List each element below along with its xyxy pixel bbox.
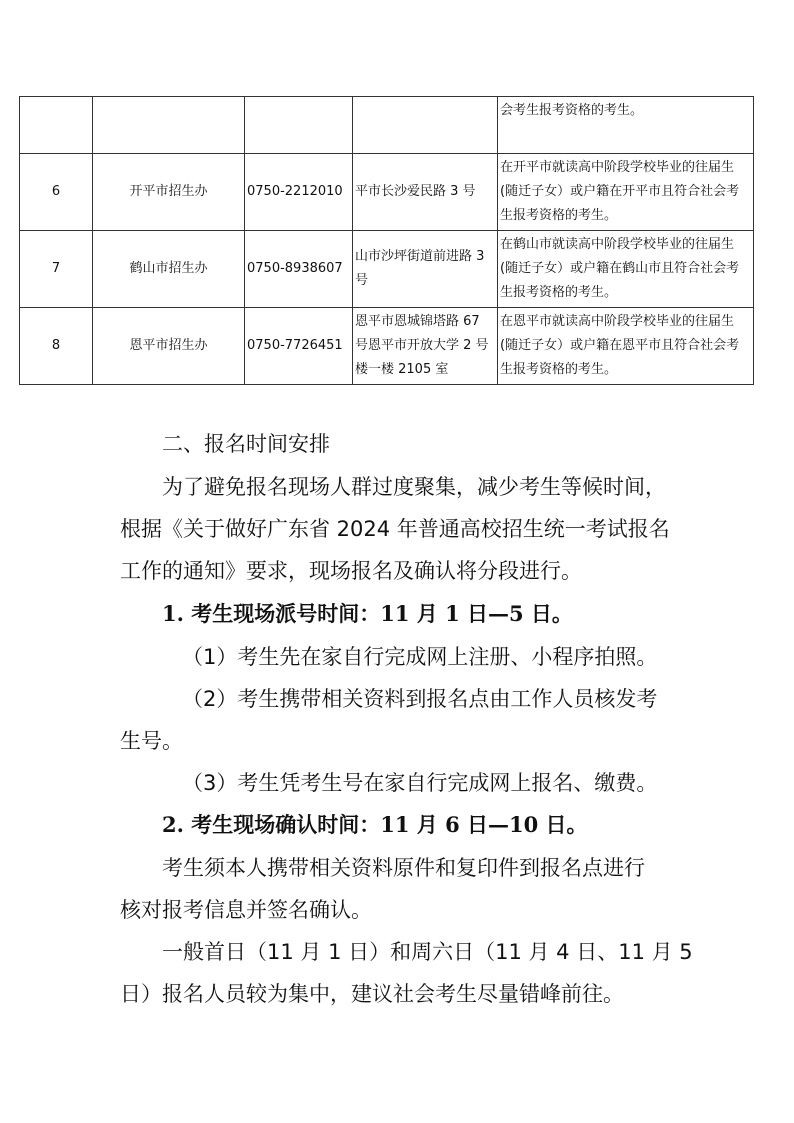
paragraph-line: 核对报考信息并签名确认。 (120, 898, 372, 922)
row-number (20, 97, 93, 154)
section-heading: 二、报名时间安排 (162, 432, 330, 456)
subsection-title: 1. 考生现场派号时间：11 月 1 日—5 日。 (162, 601, 573, 626)
office-phone: 0750-7726451 (245, 308, 353, 385)
office-name: 恩平市招生办 (93, 308, 245, 385)
office-address: 恩平市恩城锦塔路 67 号恩平市开放大学 2 号楼一楼 2105 室 (353, 308, 498, 385)
row-number: 7 (20, 231, 93, 308)
paragraph-line: 日）报名人员较为集中，建议社会考生尽量错峰前往。 (120, 982, 624, 1006)
paragraph-line: 工作的通知》要求，现场报名及确认将分段进行。 (120, 559, 582, 583)
office-name: 鹤山市招生办 (93, 231, 245, 308)
office-name: 开平市招生办 (93, 154, 245, 231)
office-table (19, 96, 754, 385)
office-phone: 0750-2212010 (245, 154, 353, 231)
eligibility-text: 在开平市就读高中阶段学校毕业的往届生(随迁子女）或户籍在开平市且符合社会考生报考资格的考生。 (498, 154, 754, 231)
eligibility-text: 会考生报考资格的考生。 (498, 97, 754, 154)
office-phone (245, 97, 353, 154)
table-row (20, 97, 754, 154)
office-name (93, 97, 245, 154)
table-row (20, 308, 754, 385)
office-address: 山市沙坪街道前进路 3 号 (353, 231, 498, 308)
office-phone: 0750-8938607 (245, 231, 353, 308)
list-item: （3）考生凭考生号在家自行完成网上报名、缴费。 (182, 771, 658, 795)
row-number: 8 (20, 308, 93, 385)
table-row (20, 231, 754, 308)
eligibility-text: 在恩平市就读高中阶段学校毕业的往届生(随迁子女）或户籍在恩平市且符合社会考生报考资格的考生。 (498, 308, 754, 385)
list-item: （1）考生先在家自行完成网上注册、小程序拍照。 (182, 645, 658, 669)
table-row (20, 154, 754, 231)
paragraph-line: 生号。 (120, 729, 183, 753)
office-address (353, 97, 498, 154)
row-number: 6 (20, 154, 93, 231)
paragraph-line: 一般首日（11 月 1 日）和周六日（11 月 4 日、11 月 5 (162, 940, 693, 964)
paragraph-line: 为了避免报名现场人群过度聚集，减少考生等候时间， (162, 475, 666, 499)
subsection-title: 2. 考生现场确认时间：11 月 6 日—10 日。 (162, 812, 588, 837)
office-address: 平市长沙爱民路 3 号 (353, 154, 498, 231)
list-item: （2）考生携带相关资料到报名点由工作人员核发考 (182, 687, 658, 711)
eligibility-text: 在鹤山市就读高中阶段学校毕业的往届生(随迁子女）或户籍在鹤山市且符合社会考生报考资格的考生。 (498, 231, 754, 308)
paragraph-line: 考生须本人携带相关资料原件和复印件到报名点进行 (162, 856, 645, 880)
paragraph-line: 根据《关于做好广东省 2024 年普通高校招生统一考试报名 (120, 517, 670, 541)
